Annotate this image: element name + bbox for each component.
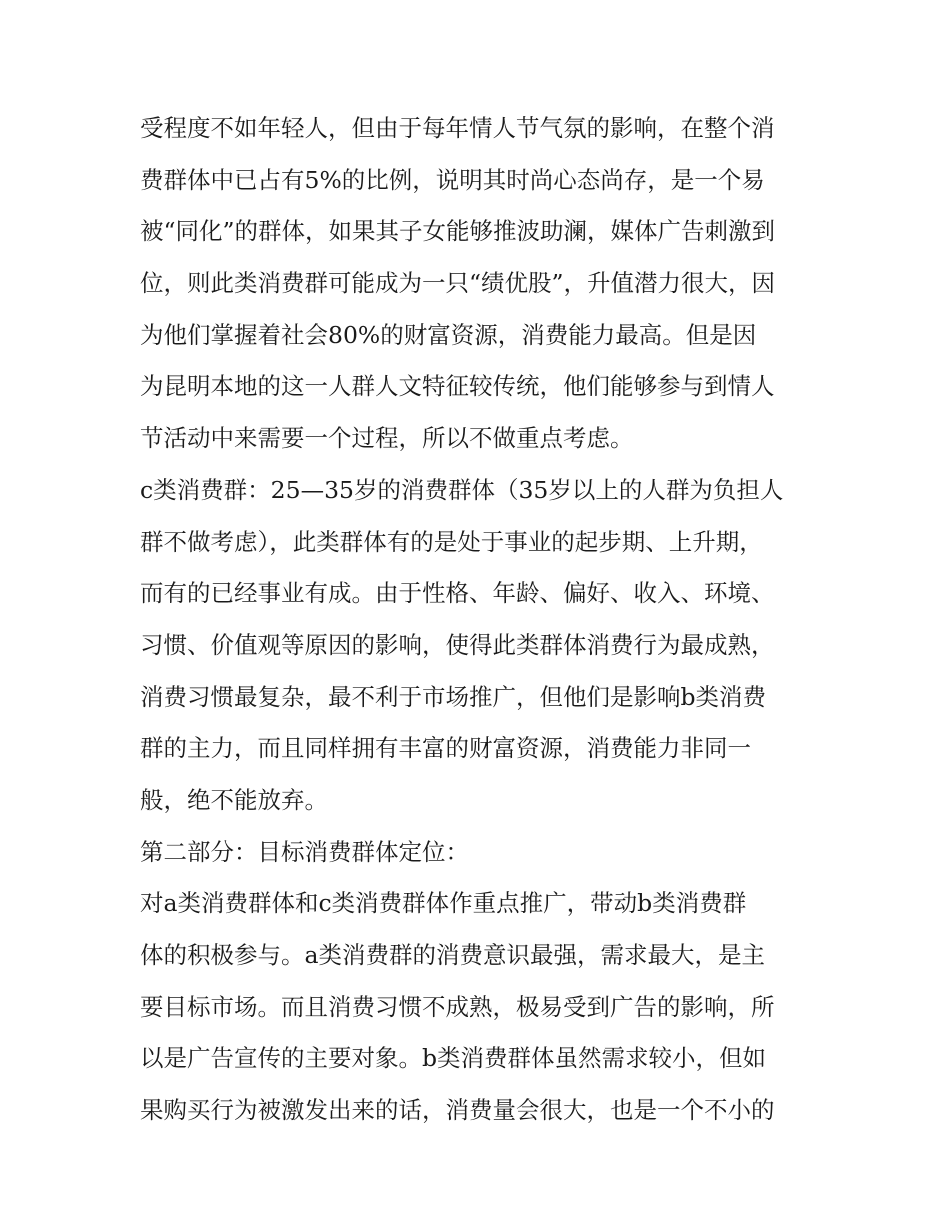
text-line: 群的主力，而且同样拥有丰富的财富资源，消费能力非同一 bbox=[140, 734, 751, 763]
text-line: 为昆明本地的这一人群人文特征较传统，他们能够参与到情人 bbox=[140, 372, 775, 401]
text-line: 习惯、价值观等原因的影响，使得此类群体消费行为最成熟， bbox=[140, 630, 775, 659]
text-line: 而有的已经事业有成。由于性格、年龄、偏好、收入、环境、 bbox=[140, 579, 775, 608]
text-line: 对a类消费群体和c类消费群体作重点推广，带动b类消费群 bbox=[140, 889, 747, 918]
text-line: 消费习惯最复杂，最不利于市场推广，但他们是影响b类消费 bbox=[140, 682, 767, 711]
text-line: 群不做考虑），此类群体有的是处于事业的起步期、上升期， bbox=[140, 527, 763, 556]
text-line: 要目标市场。而且消费习惯不成熟，极易受到广告的影响，所 bbox=[140, 992, 775, 1021]
text-line: 般，绝不能放弃。 bbox=[140, 785, 328, 814]
text-line: c类消费群：25—35岁的消费群体（35岁以上的人群为负担人 bbox=[140, 475, 784, 504]
section-heading: 第二部分：目标消费群体定位： bbox=[140, 837, 469, 866]
text-line: 受程度不如年轻人，但由于每年情人节气氛的影响，在整个消 bbox=[140, 114, 775, 142]
text-line: 节活动中来需要一个过程，所以不做重点考虑。 bbox=[140, 424, 634, 453]
text-line: 果购买行为被激发出来的话，消费量会很大，也是一个不小的 bbox=[140, 1096, 775, 1125]
text-line: 以是广告宣传的主要对象。b类消费群体虽然需求较小，但如 bbox=[140, 1044, 767, 1073]
text-line: 被“同化”的群体，如果其子女能够推波助澜，媒体广告刺激到 bbox=[140, 217, 776, 246]
text-line: 费群体中已占有5%的比例，说明其时尚心态尚存，是一个易 bbox=[140, 165, 765, 194]
text-line: 体的积极参与。a类消费群的消费意识最强，需求最大，是主 bbox=[140, 941, 766, 969]
body-text bbox=[140, 103, 820, 1137]
text-line: 位，则此类消费群可能成为一只“绩优股”，升值潜力很大，因 bbox=[140, 269, 776, 298]
text-line: 为他们掌握着社会80%的财富资源，消费能力最高。但是因 bbox=[140, 320, 757, 349]
